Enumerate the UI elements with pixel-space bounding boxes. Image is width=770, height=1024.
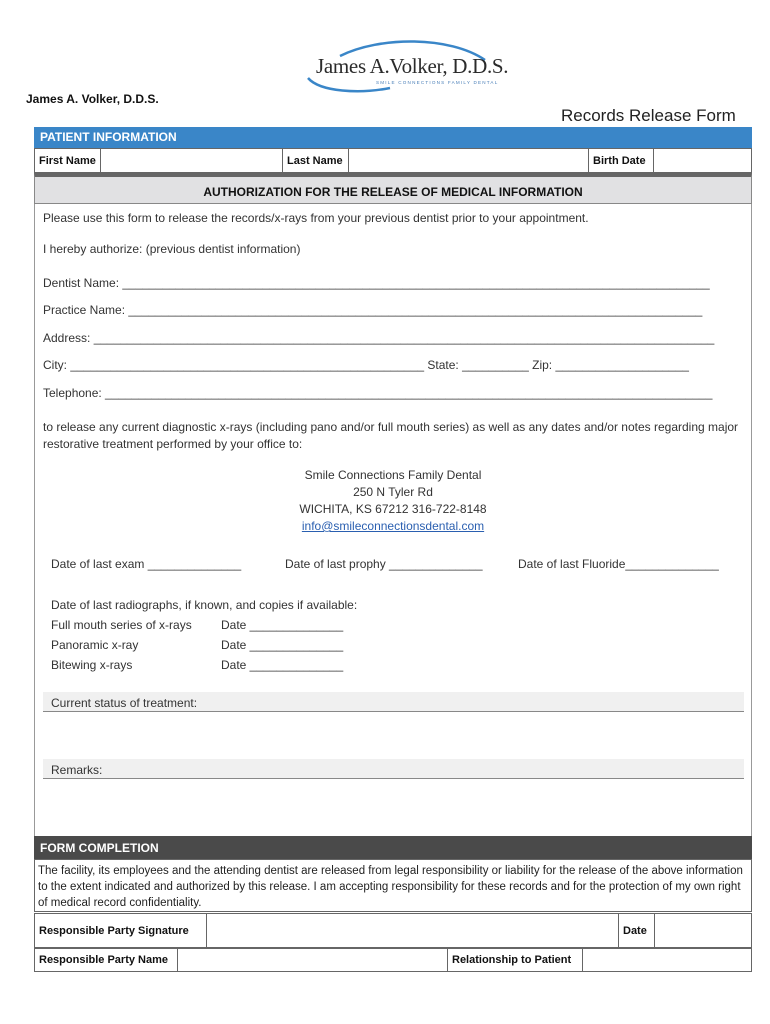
- radiographs-intro: Date of last radiographs, if known, and copies if available:: [51, 598, 358, 612]
- last-name-label: Last Name: [283, 149, 349, 172]
- name-row: [34, 948, 752, 972]
- telephone-field[interactable]: Telephone: ___________________________________________________________________________________________: [43, 386, 713, 400]
- radiograph-date-field[interactable]: Date ______________: [221, 658, 344, 672]
- recipient-email-link[interactable]: info@smileconnectionsdental.com: [301, 519, 485, 533]
- recipient-city-phone: WICHITA, KS 67212 316-722-8148: [299, 502, 487, 516]
- signature-date-field[interactable]: [655, 914, 751, 947]
- authorization-header: AUTHORIZATION FOR THE RELEASE OF MEDICAL INFORMATION: [34, 173, 752, 204]
- recipient-email-wrap: [43, 519, 743, 533]
- dentist-name-field[interactable]: Dentist Name: ________________________________________________________________________________________: [43, 276, 710, 290]
- date-last-prophy-field[interactable]: Date of last prophy ______________: [285, 557, 483, 571]
- name-field[interactable]: [178, 949, 448, 971]
- doctor-name: James A. Volker, D.D.S.: [26, 92, 159, 106]
- radiograph-label: Bitewing x-rays: [51, 658, 133, 672]
- last-name-field[interactable]: [349, 149, 589, 172]
- date-last-fluoride-field[interactable]: Date of last Fluoride______________: [518, 557, 719, 571]
- signature-label: Responsible Party Signature: [35, 914, 207, 947]
- form-title: Records Release Form: [561, 106, 736, 125]
- patient-info-header: PATIENT INFORMATION: [34, 127, 752, 148]
- radiograph-date-field[interactable]: Date ______________: [221, 618, 344, 632]
- radiograph-label: Panoramic x-ray: [51, 638, 139, 652]
- authorize-text: I hereby authorize: (previous dentist information): [43, 242, 301, 256]
- remarks-field[interactable]: Remarks:: [43, 759, 744, 779]
- patient-info-row: [34, 148, 752, 173]
- first-name-label: First Name: [35, 149, 101, 172]
- relationship-field[interactable]: [583, 949, 751, 971]
- city-state-zip-field[interactable]: City: _____________________________________________________ State: __________ Zip: ____________________: [43, 358, 689, 372]
- recipient-street: 250 N Tyler Rd: [353, 485, 433, 499]
- name-label: Responsible Party Name: [35, 949, 178, 971]
- radiograph-label: Full mouth series of x-rays: [51, 618, 192, 632]
- frame-right-border: [751, 204, 752, 836]
- intro-text: Please use this form to release the records/x-rays from your previous dentist prior to your appointment.: [43, 211, 589, 225]
- frame-left-border: [34, 204, 35, 836]
- form-completion-header: FORM COMPLETION: [34, 836, 752, 859]
- completion-statement: The facility, its employees and the attending dentist are released from legal responsibility or liability for the release of the above information to the extent indicated and authorized by this release. I am accepting responsibility for these records and for the protection of my own right of medical record confidentiality.: [38, 865, 743, 909]
- signature-field[interactable]: [207, 914, 619, 947]
- birth-date-label: Birth Date: [589, 149, 654, 172]
- logo-tagline: SMILE CONNECTIONS FAMILY DENTAL: [376, 80, 499, 85]
- release-text: to release any current diagnostic x-rays (including pano and/or full mouth series) as well as any dates and/or notes regarding major restorative treatment performed by your office to:: [43, 420, 739, 451]
- first-name-field[interactable]: [101, 149, 283, 172]
- practice-logo: [300, 38, 509, 94]
- date-last-exam-field[interactable]: Date of last exam ______________: [51, 557, 242, 571]
- address-field[interactable]: Address: _____________________________________________________________________________________________: [43, 331, 715, 345]
- birth-date-field[interactable]: [654, 149, 751, 172]
- practice-name-field[interactable]: Practice Name: ______________________________________________________________________________________: [43, 303, 703, 317]
- radiograph-date-field[interactable]: Date ______________: [221, 638, 344, 652]
- recipient-name: Smile Connections Family Dental: [304, 468, 482, 482]
- signature-row: [34, 913, 752, 948]
- current-status-field[interactable]: Current status of treatment:: [43, 692, 744, 712]
- relationship-label: Relationship to Patient: [448, 949, 583, 971]
- signature-date-label: Date: [619, 914, 655, 947]
- logo-name: James A.Volker, D.D.S.: [316, 54, 509, 78]
